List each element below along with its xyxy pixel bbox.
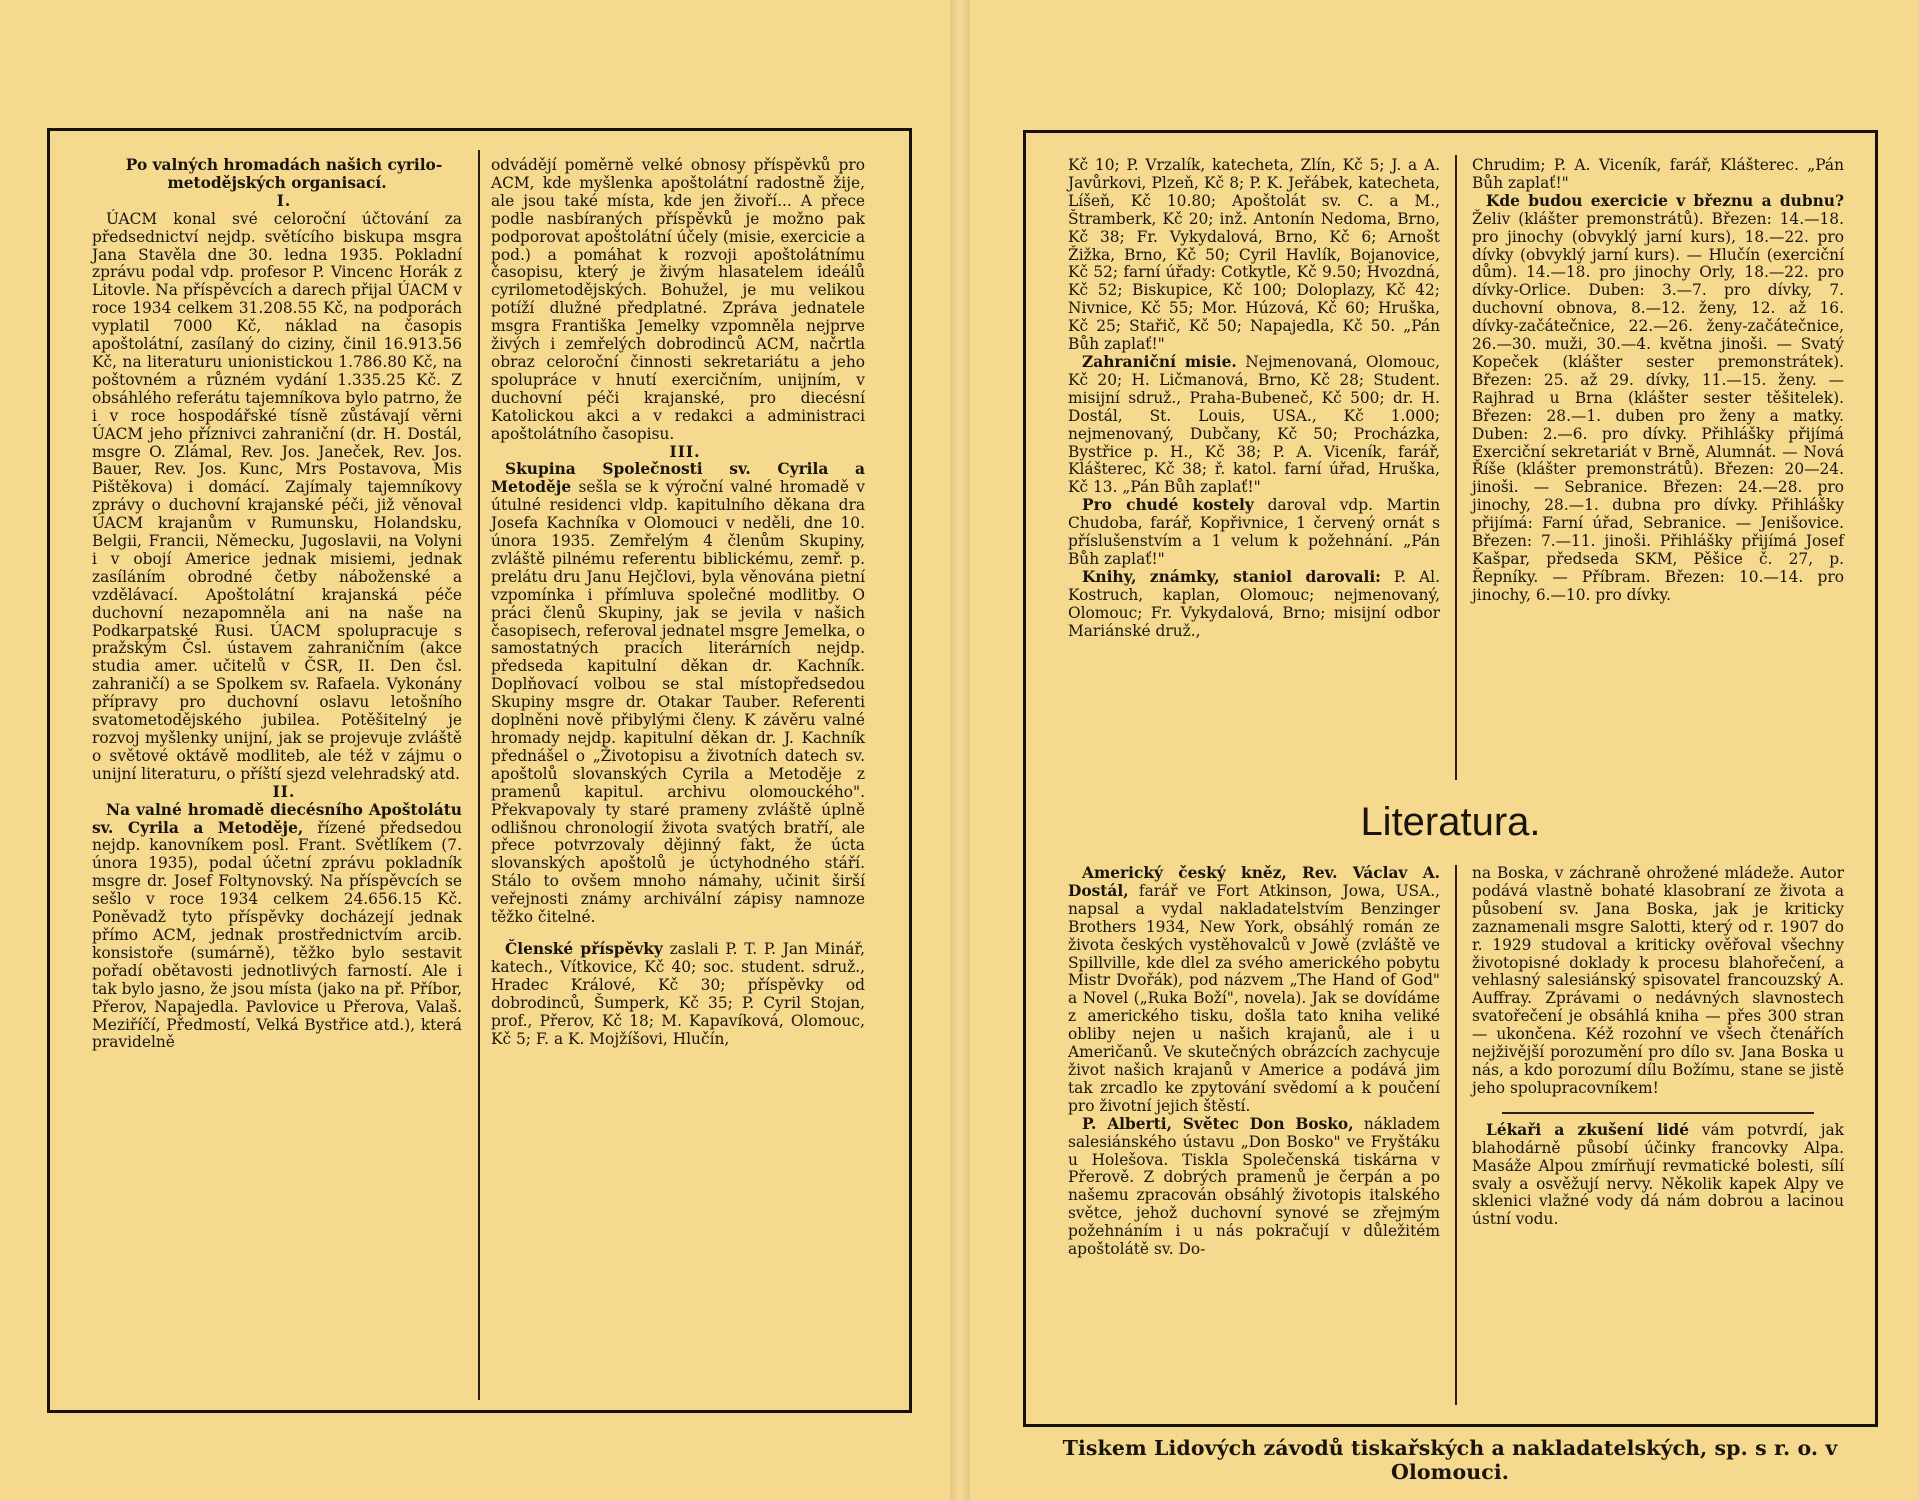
diocesan-heading: Na valné hromadě diecésního Apoštolátu sv. Cyrila a Metoděje,: [92, 800, 462, 837]
poor-churches-heading: Pro chudé kostely: [1082, 496, 1254, 515]
exercises-heading: Kde budou exercicie v březnu a dubnu?: [1486, 191, 1844, 210]
section-number-3: III.: [669, 442, 701, 461]
society-heading: Skupina Společnosti sv. Cyrila a Metoděje: [491, 460, 865, 497]
society-paragraph: sešla se k výroční valné hromadě v útulné residenci vldp. kapitulního děkana dra Josefa Kachníka v Olomouci v neděli, dne 10. února 1935. Zemřelým 4 členům Skupiny, zvláště pilnému referentu biblickému, zemř. p. prelátu dru Janu Hejčlovi, byla věnována pietní vzpomínka i přímluva společné modlitby. O práci členů Skupiny, jak se jevila v našich časopisech, referoval jednatel msgre Jemelka, o samostatných pracích literárních nejdp. předseda kapitulní děkan dr. Kachník. Doplňovací volbou se stal místopředsedou Skupiny msgre dr. Otakar Tauber. Referenti doplněni nově přibylými členy. K závěru valné hromady nejdp. kapitulní děkan dr. J. Kachník přednášel o „Životopisu a životních datech sv. apoštolů slovanských Cyrila a Metoděje z pramenů kapitul. archivu olomouckého". Překvapovaly ty staré prameny zvláště úplně odlišnou chronologií života svatých bratří, ale přece potvrzovaly dějinný fakt, že úcta slovanských apoštolů je úctyhodného stáří. Stálo to ovšem mnoho námahy, učinit širší veřejnosti známy archivální zápisy namnoze těžko čitelné.: [491, 478, 865, 927]
don-bosko-continued: na Boska, v záchraně ohrožené mládeže. Autor podává vlastně bohaté klasobraní ze života a působení sv. Jana Boska, jak je kriticky zaznamenali msgre Salotti, který od r. 1907 do r. 1929 studoval a kriticky ověřoval všechny životopisné doklady k procesu blahořečení, a vehlasný salesiánský spisovatel francouzský A. Auffray. Zprávami o nedávných slavnostech svatořečení je obsáhlá kniha — přes 300 stran — ukončena. Kéž rozohní ve všech čtenářích nejživější porozumění pro dílo sv. Jana Boska u nás, a kdo porozumí dílu Božímu, stane se jistě jeho spolupracovníkem!: [1472, 864, 1844, 1097]
printer-imprint: Tiskem Lidových závodů tiskařských a nakladatelských, sp. s r. o. v Olomouci.: [1062, 1436, 1838, 1484]
left-column-divider: [478, 150, 480, 1400]
foreign-missions-heading: Zahraniční misie.: [1082, 352, 1237, 371]
section-number-2: II.: [272, 782, 296, 801]
left-column-1: [92, 157, 462, 1052]
books-stamps-heading: Knihy, známky, staniol darovali:: [1082, 567, 1381, 586]
don-bosko-paragraph: nákladem salesiánského ústavu „Don Bosko" ve Fryštáku u Holešova. Tiskla Společenská tiskárna v Přerově. Z dobrých pramenů je čerpán a po našemu zpracován obsáhlý životopis italského světce, jehož duchovní synové se zřejmým požehnáním i u nás pokračují v důležitém apoštolátě sv. Do-: [1068, 1114, 1440, 1259]
left-column-2: [491, 157, 865, 1048]
section-number-1: I.: [276, 191, 292, 210]
advert-divider: [1502, 1112, 1814, 1114]
right-column-1: [1068, 157, 1440, 640]
literatura-column-2: [1472, 865, 1844, 1229]
books-stamps-paragraph: P. Al. Kostruch, kaplan, Olomouc; nejmenovaný, Olomouc; Fr. Vykydalová, Brno; misijní odbor Mariánské druž.,: [1068, 567, 1440, 640]
alpa-advert-heading: Lékaři a zkušení lidé: [1486, 1120, 1690, 1139]
right-column-2: [1472, 157, 1844, 605]
exercises-paragraph: Želiv (klášter premonstrátů). Březen: 14.—18. pro jinochy (obvyklý jarní kurs), 18.—22. pro dívky (obvyklý jarní kurs). — Hlučín (exerciční dům). 14.—18. pro jinochy Orly, 18.—22. pro dívky-Orlice. Duben: 3.—7. pro dívky, 7. duchovní obnova, 8.—12. ženy, 12. až 16. dívky-začátečnice, 22.—26. ženy-začátečnice, 26.—30. muži, 30.—4. května jinoši. — Svatý Kopeček (klášter sester premonstrátek). Březen: 25. až 29. dívky, 11.—15. ženy. — Rajhrad u Brna (klášter sester těšitelek). Březen: 28.—1. duben pro ženy a matky. Duben: 2.—6. pro dívky. Přihlášky přijímá Exerciční sekretariát v Brně, Alumnát. — Nová Říše (klášter premonstrátů). Březen: 20—24. jinoši. — Sebranice. Březen: 24.—28. pro jinochy, 28.—1. dubna pro dívky. Přihlášky přijímá: Farní úřad, Sebranice. — Jenišovice. Březen: 7.—11. jinoši. Přihlášky přijímá Josef Kašpar, předseda SKM, Pěšice č. 27, p. Řepníky. — Příbram. Březen: 10.—14. pro jinochy, 6.—10. pro dívky.: [1472, 209, 1844, 604]
literatura-column-1: [1068, 865, 1440, 1259]
member-contributions-paragraph: zaslali P. T. P. Jan Minář, katech., Vítkovice, Kč 40; soc. student. sdruž., Hradec Králové, Kč 30; příspěvky od dobrodinců, Šumperk, Kč 35; P. Cyril Stojan, prof., Přerov, Kč 18; M. Kapavíková, Olomouc, Kč 5; F. a K. Mojžíšovi, Hlučín,: [491, 939, 865, 1048]
continued-donations-paragraph: Chrudim; P. A. Viceník, farář, Klášterec. „Pán Bůh zaplať!": [1472, 156, 1844, 192]
don-bosko-heading: P. Alberti, Světec Don Bosko,: [1082, 1114, 1354, 1133]
diocesan-paragraph: řízené předsedou nejdp. kanovníkem posl. Frant. Světlíkem (7. února 1935), podal účetní zprávu pokladník msgre dr. Josef Foltynovský. Na příspěvcích se sešlo v roce 1934 celkem 24.656.15 Kč. Poněvadž tyto příspěvky docházejí jednak přímo ACM, jednak prostřednictvím arcib. konsistoře (sumárně), těžko bylo sestavit pořadí obětavosti jednotlivých farností. Ale i tak bylo jasno, že jsou místa (jako na př. Příbor, Přerov, Napajedla. Pavlovice u Přerova, Valaš. Meziříčí, Předmostí, Velká Bystřice atd.), která pravidelně: [92, 818, 462, 1052]
foreign-missions-paragraph: Nejmenovaná, Olomouc, Kč 20; H. Ličmanová, Brno, Kč 28; Student. misijní sdruž., Praha-Bubeneč, Kč 500; dr. H. Dostál, St. Louis, USA., Kč 1.000; nejmenovaný, Dubčany, Kč 50; Procházka, Bystřice p. H., Kč 38; P. A. Viceník, farář, Klášterec, Kč 38; ř. katol. farní úřad, Hruška, Kč 13. „Pán Bůh zaplať!": [1068, 352, 1440, 497]
literatura-column-divider: [1455, 865, 1457, 1405]
donations-paragraph: Kč 10; P. Vrzalík, katecheta, Zlín, Kč 5; J. a A. Javůrkovi, Plzeň, Kč 8; P. K. Jeřábek, katecheta, Líšeň, Kč 10.80; Apoštolát sv. C. a M., Štramberk, Kč 20; inž. Antonín Nedoma, Brno, Kč 38; Fr. Vykydalová, Brno, Kč 6; Arnošt Žižka, Brno, Kč 50; Cyril Havlík, Bojanovice, Kč 52; farní úřady: Cotkytle, Kč 9.50; Hvozdná, Kč 52; Biskupice, Kč 100; Doloplazy, Kč 42; Nivnice, Kč 55; Mor. Húzová, Kč 60; Hruška, Kč 25; Stařič, Kč 50; Napajedla, Kč 50. „Pán Bůh zaplať!": [1068, 156, 1440, 354]
member-contributions-heading: Členské příspěvky: [505, 939, 663, 958]
continued-paragraph: odvádějí poměrně velké obnosy příspěvků pro ACM, kde myšlenka apoštolátní radostně žije, ale jsou také místa, kde jen živoří... A přece podle nasbíraných příspěvků je možno pak podporovat apoštolátní účely (misie, exercicie a pod.) a pomáhat k rozvoji apoštolátnímu časopisu, který je živým hlasatelem ideálů cyrilometodějských. Bohužel, je mu velikou potíží dlužné předplatné. Zpráva jednatele msgra Františka Jemelky vzpomněla nejprve živých i zemřelých dobrodinců ACM, načrtla obraz celoroční činnosti sekretariátu a jeho spolupráce v hnutí exercičním, unijním, v duchovní péči krajanské, pro diecésní Katolickou akci a v redakci a administraci apoštolátního časopisu.: [491, 156, 865, 443]
dostal-paragraph: farář ve Fort Atkinson, Jowa, USA., napsal a vydal nakladatelstvím Benzinger Brothers 1934, New York, obsáhlý román ze života českých vystěhovalců v Jowě (zvláště ve Spillville, kde dlel za svého amerického pobytu Mistr Dvořák), pod názvem „The Hand of God" a Novel („Ruka Boží", novela). Jak se dovídáme z amerického tisku, došla tato kniha veliké obliby nejen u našich krajanů, ale i u Američanů. Ve skutečných obrázcích zachycuje život našich krajanů v Americe a podává jim tak zrcadlo ke zpytování svědomí a k poučení pro životní jejich štěstí.: [1068, 881, 1440, 1115]
dostal-heading: Americký český kněz, Rev. Václav A. Dostál,: [1068, 864, 1440, 900]
article-title: Po valných hromadách našich cyrilo-metodějských organisací.: [125, 156, 443, 192]
alpa-advert-paragraph: vám potvrdí, jak blahodárně působí účinky francovky Alpa. Masáže Alpou zmírňují revmatické bolesti, sílí svaly a osvěžují nervy. Několik kapek Alpy ve sklenici vlažné vody dá nám dobrou a lacinou ústní vodu.: [1472, 1120, 1844, 1229]
poor-churches-paragraph: daroval vdp. Martin Chudoba, farář, Kopřivnice, 1 červený ornát s příslušenstvím a 1 velum k požehnání. „Pán Bůh zaplať!": [1068, 496, 1440, 568]
right-column-divider-top: [1455, 155, 1457, 780]
page-gutter: [950, 0, 970, 1500]
uacm-paragraph: ÚACM konal své celoroční účtování za předsednictví nejdp. světícího biskupa msgra Jana Stavěla dne 30. ledna 1935. Pokladní zprávu podal vdp. profesor P. Vincenc Horák z Litovle. Na příspěvcích a darech přijal ÚACM v roce 1934 celkem 31.208.55 Kč, na podporách vyplatil 7000 Kč, náklad na časopis apoštolátní, zasílaný do ciziny, činil 16.913.56 Kč, na literaturu unionistickou 1.786.80 Kč, na poštovném a různém vydání 1.335.25 Kč. Z obsáhlého referátu tajemníkova bylo patrno, že i v roce hospodářské tísně zůstávají věrni ÚACM jeho příznivci zahraniční (dr. H. Dostál, msgre O. Zlámal, Rev. Jos. Janeček, Rev. Jos. Bauer, Rev. Jos. Kunc, Mrs Postavova, Mis Pištěkova) i domácí. Zajímaly tajemníkovy zprávy o duchovní krajanské péči, již věnoval ÚACM krajanům v Rumunsku, Holandsku, Belgii, Francii, Německu, Jugoslavii, na Volyni i v obojí Americe jednak misiemi, jednak zasíláním obrodné četby náboženské a vzdělávací. Apoštolátní krajanská péče duchovní nezapomněla ani na naše na Podkarpatské Rusi. ÚACM spolupracuje s pražským Čsl. ústavem zahraničním (akce studia amer. učitelů v ČSR, II. Den čsl. zahraničí) a se Spolkem sv. Rafaela. Vykonány přípravy pro duchovní oslavu letošního svatometodějského jubilea. Potěšitelný je rozvoj myšlenky unijní, jak se projevuje zvláště o světové oktávě modliteb, ale též v zájmu o unijní literaturu, o příští sjezd velehradský atd.: [92, 209, 462, 783]
literatura-heading: Literatura.: [1360, 800, 1541, 844]
